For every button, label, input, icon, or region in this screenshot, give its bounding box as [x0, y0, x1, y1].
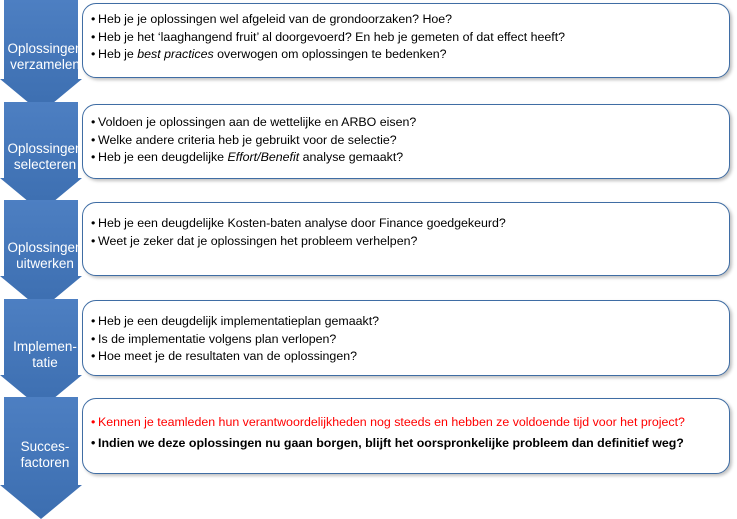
- bullet-text: Hoe meet je de resultaten van de oplossingen?: [98, 349, 357, 363]
- step-label: Succes- factoren: [20, 439, 70, 470]
- step-label: Implemen- tatie: [13, 339, 77, 370]
- bullet-text: Weet je zeker dat je oplossingen het probleem verhelpen?: [98, 233, 418, 248]
- bullet-icon: •: [91, 331, 96, 346]
- bullet-text: Voldoen je oplossingen aan de wettelijke en ARBO eisen?: [98, 115, 417, 129]
- bullet-icon: •: [91, 115, 96, 129]
- bullet-text: Welke andere criteria heb je gebruikt voor de selectie?: [98, 132, 397, 147]
- bullet-text: Heb je een deugdelijke Kosten-baten analyse door Finance goedgekeurd?: [98, 216, 506, 230]
- step-box: [82, 3, 730, 78]
- bullet-icon: •: [91, 47, 96, 61]
- bullet-text: Heb je je oplossingen wel afgeleid van de grondoorzaken? Hoe?: [98, 12, 453, 26]
- bullet-item: [91, 348, 723, 366]
- bullet-text: Kennen je teamleden hun verantwoordelijkheden nog steeds en hebben ze voldoende tijd voor het project?: [98, 415, 685, 429]
- step-label: Oplossingen uitwerken: [7, 240, 83, 271]
- bullet-item: [91, 215, 723, 233]
- bullet-icon: •: [91, 233, 96, 248]
- step-box: [82, 300, 730, 376]
- bullet-icon: •: [91, 12, 96, 26]
- bullet-item: [91, 313, 723, 331]
- bullet-icon: •: [91, 150, 96, 164]
- bullet-item: [91, 233, 723, 251]
- bullet-item: [91, 46, 723, 64]
- bullet-icon: •: [91, 314, 96, 328]
- bullet-item: [91, 114, 723, 132]
- bullet-icon: •: [91, 132, 96, 147]
- step-box: [82, 202, 730, 276]
- bullet-text: analyse gemaakt?: [299, 150, 404, 164]
- bullet-item: [91, 11, 723, 29]
- bullet-item: [91, 435, 723, 453]
- bullet-icon: •: [91, 415, 96, 429]
- bullet-item: [91, 132, 723, 150]
- bullet-text: overwogen om oplossingen te bedenken?: [213, 47, 447, 61]
- bullet-text: Heb je het ‘laaghangend fruit’ al doorgevoerd? En heb je gemeten of dat effect heeft?: [98, 29, 566, 44]
- bullet-item: [91, 414, 723, 432]
- bullet-text: Heb je: [98, 47, 138, 61]
- step-label: Oplossingen verzamelen: [7, 41, 83, 72]
- bullet-text: Indien we deze oplossingen nu gaan borgen, blijft het oorspronkelijke probleem dan definitief weg?: [98, 435, 684, 450]
- step-label: Oplossingen selecteren: [7, 141, 83, 172]
- bullet-text-emphasis: Effort/Benefit: [227, 150, 300, 164]
- bullet-item: [91, 29, 723, 47]
- bullet-icon: •: [91, 29, 96, 44]
- bullet-icon: •: [91, 349, 96, 363]
- bullet-item: [91, 331, 723, 349]
- bullet-text: Heb je een deugdelijke: [98, 150, 228, 164]
- step-box: [82, 398, 730, 474]
- bullet-icon: •: [91, 216, 96, 230]
- bullet-item: [91, 149, 723, 167]
- bullet-text: Heb je een deugdelijk implementatieplan gemaakt?: [98, 314, 380, 328]
- step-box: [82, 104, 730, 179]
- bullet-icon: •: [91, 435, 96, 450]
- bullet-text: Is de implementatie volgens plan verlopen?: [98, 331, 337, 346]
- bullet-text-emphasis: best practices: [137, 47, 214, 61]
